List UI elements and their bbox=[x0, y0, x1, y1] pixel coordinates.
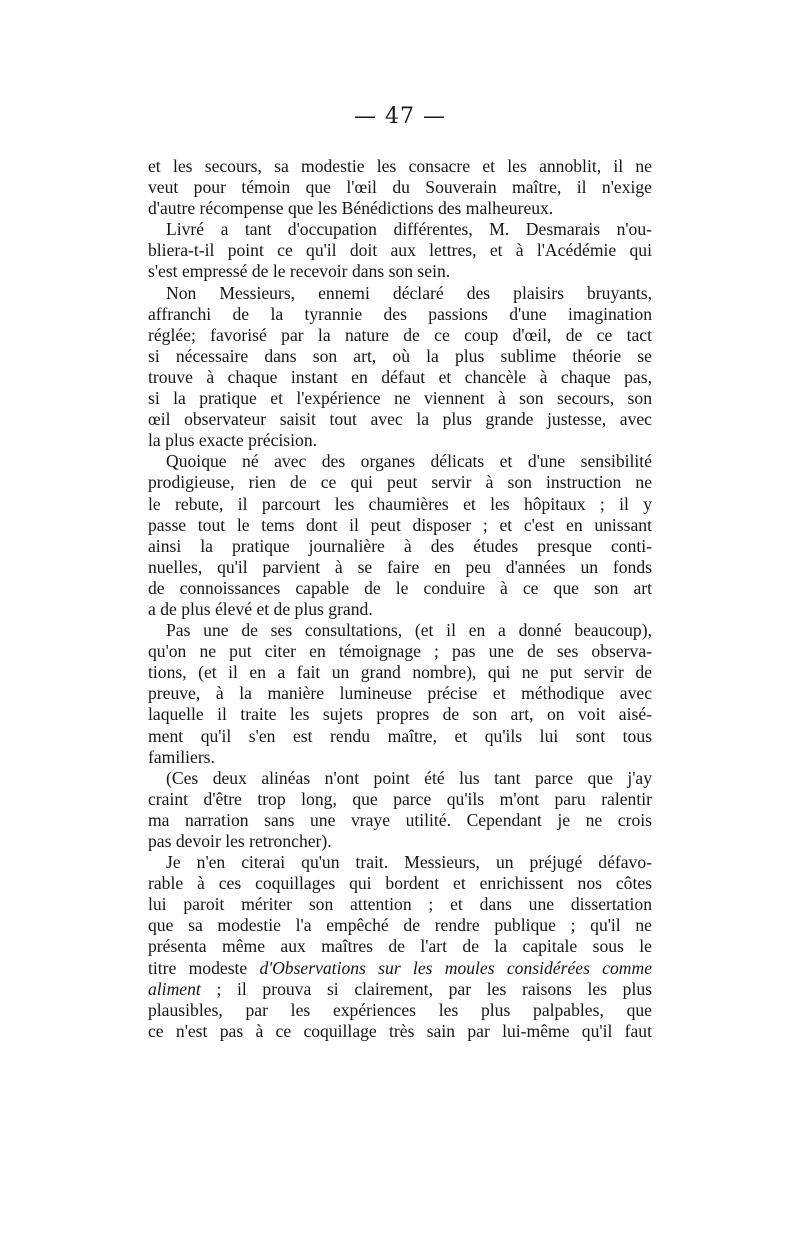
text-line: si la pratique et l'expérience ne viennent à son secours, son bbox=[148, 388, 652, 409]
text-line: plausibles, par les expériences les plus palpables, que bbox=[148, 999, 652, 1020]
text-line: ce n'est pas à ce coquillage très sain par lui-même qu'il faut bbox=[148, 1020, 652, 1041]
text-line: Je n'en citerai qu'un trait. Messieurs, un préjugé défavo- bbox=[166, 852, 652, 873]
text-line: prodigieuse, rien de ce qui peut servir à son instruction ne bbox=[148, 472, 652, 493]
text-line: passe tout le tems dont il peut disposer ; et c'est en unissant bbox=[148, 514, 652, 535]
text-line: bliera-t-il point ce qu'il doit aux lettres, et à l'Acédémie qui bbox=[148, 240, 652, 261]
text-line: trouve à chaque instant en défaut et chancèle à chaque pas, bbox=[148, 366, 652, 387]
text-line: laquelle il traite les sujets propres de son art, on voit aisé- bbox=[148, 704, 652, 725]
text-line: Non Messieurs, ennemi déclaré des plaisirs bruyants, bbox=[166, 282, 652, 303]
text-line: craint d'être trop long, que parce qu'ils m'ont paru ralentir bbox=[148, 788, 652, 809]
text-line: réglée; favorisé par la nature de ce coup d'œil, de ce tact bbox=[148, 324, 652, 345]
text-line: qu'on ne put citer en témoignage ; pas une de ses observa- bbox=[148, 641, 652, 662]
text-line: présenta même aux maîtres de l'art de la capitale sous le bbox=[148, 936, 652, 957]
page-number: — 47 — bbox=[354, 104, 446, 129]
text-line: s'est empressé de le recevoir dans son sein. bbox=[148, 261, 451, 282]
text-line: familiers. bbox=[148, 746, 215, 767]
text-line: a de plus élevé et de plus grand. bbox=[148, 598, 373, 619]
italic-title-run: aliment bbox=[148, 978, 201, 999]
text-line: que sa modestie l'a empêché de rendre publique ; qu'il ne bbox=[148, 915, 652, 936]
text-line: lui paroit mériter son attention ; et dans une dissertation bbox=[148, 894, 652, 915]
text-line: ainsi la pratique journalière à des études presque conti- bbox=[148, 535, 652, 556]
text-line: Livré a tant d'occupation différentes, M. Desmarais n'ou- bbox=[166, 219, 652, 240]
text-line: affranchi de la tyrannie des passions d'une imagination bbox=[148, 303, 652, 324]
text-run: ; il prouva si clairement, par les raisons les plus bbox=[200, 978, 652, 999]
text-line-mixed bbox=[148, 958, 652, 979]
text-line: preuve, à la manière lumineuse précise et méthodique avec bbox=[148, 683, 652, 704]
text-line: tions, (et il en a fait un grand nombre), qui ne put servir de bbox=[148, 662, 652, 683]
text-line: rable à ces coquillages qui bordent et enrichissent nos côtes bbox=[148, 873, 652, 894]
text-line: et les secours, sa modestie les consacre et les annoblit, il ne bbox=[148, 156, 652, 176]
text-line: veut pour témoin que l'œil du Souverain maître, il n'exige bbox=[148, 177, 652, 198]
text-line: ment qu'il s'en est rendu maître, et qu'ils lui sont tous bbox=[148, 725, 652, 746]
text-run: titre modeste bbox=[148, 957, 260, 978]
text-line: si nécessaire dans son art, où la plus sublime théorie se bbox=[148, 345, 652, 366]
text-line: Pas une de ses consultations, (et il en a donné beaucoup), bbox=[166, 620, 652, 641]
text-line: œil observateur saisit tout avec la plus grande justesse, avec bbox=[148, 409, 652, 430]
text-line: ma narration sans une vraye utilité. Cependant je ne crois bbox=[148, 809, 652, 830]
text-line: de connoissances capable de le conduire à ce que son art bbox=[148, 577, 652, 598]
body-text bbox=[148, 156, 652, 1042]
text-line-mixed bbox=[148, 979, 652, 1000]
text-line: (Ces deux alinéas n'ont point été lus tant parce que j'ay bbox=[166, 767, 652, 788]
italic-title-run: d'Observations sur les moules considérées comme bbox=[259, 957, 653, 978]
text-line: la plus exacte précision. bbox=[148, 430, 318, 451]
text-line: pas devoir les retroncher). bbox=[148, 831, 332, 851]
text-line: le rebute, il parcourt les chaumières et les hôpitaux ; il y bbox=[148, 493, 652, 514]
text-line: d'autre récompense que les Bénédictions des malheureux. bbox=[148, 198, 554, 219]
text-line: Quoique né avec des organes délicats et d'une sensibilité bbox=[166, 451, 652, 472]
text-line: nuelles, qu'il parvient à se faire en peu d'années un fonds bbox=[148, 556, 652, 577]
